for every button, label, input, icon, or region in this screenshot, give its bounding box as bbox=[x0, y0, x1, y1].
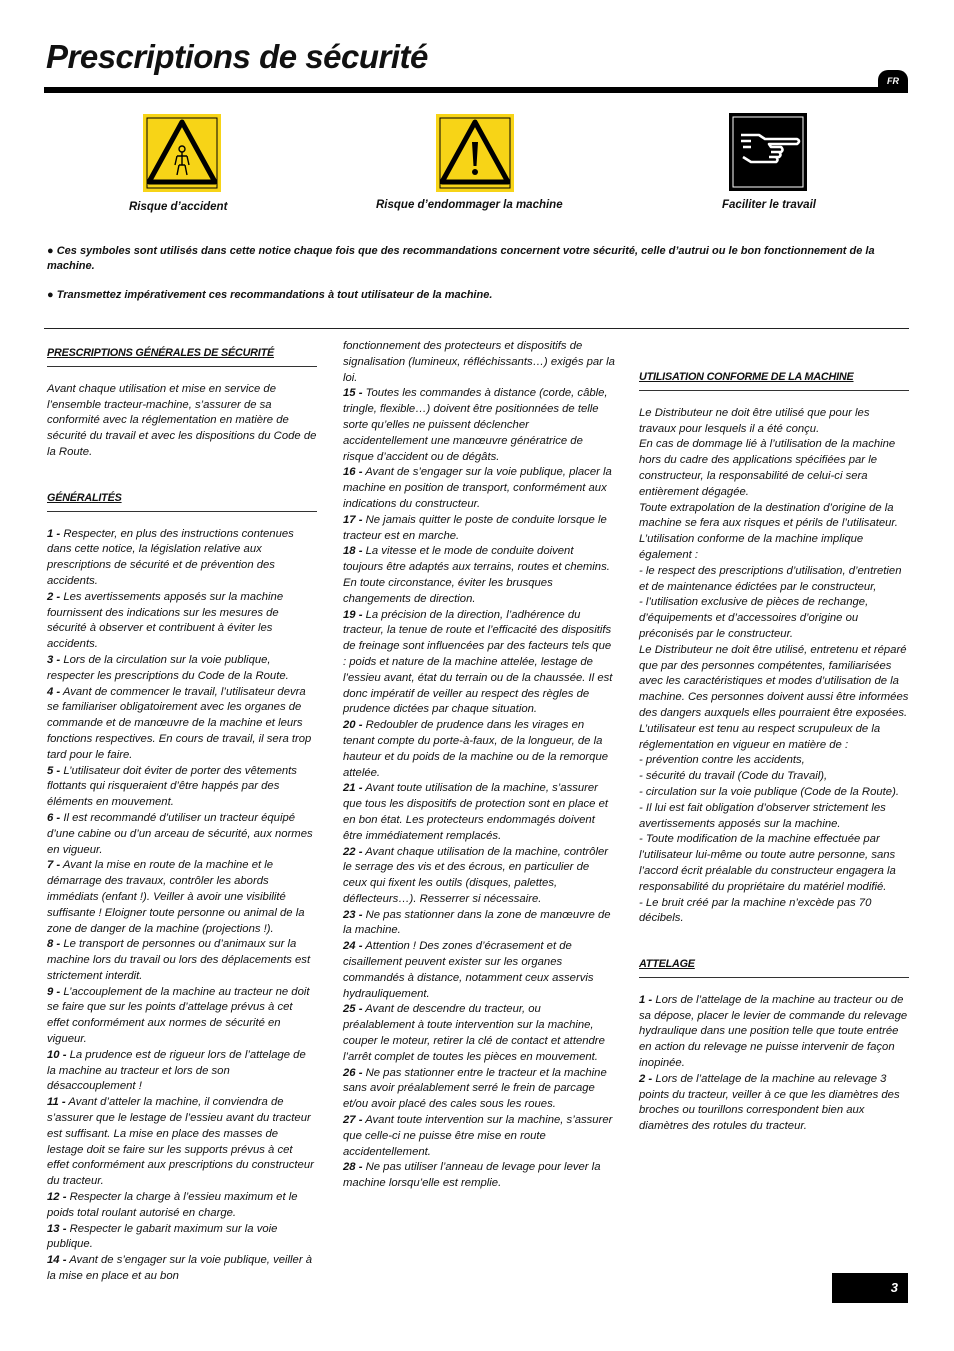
item-number: 11 - bbox=[47, 1096, 66, 1109]
exclamation-warning-icon bbox=[436, 114, 514, 192]
item-text: Avant toute utilisation de la machine, s’assurer que tous les dispositifs de protection sont en place et en bon état. Les protecteurs endommagés doivent être immédiatement remplacés. bbox=[343, 782, 609, 842]
item-number: 10 - bbox=[47, 1048, 67, 1061]
conform-use-text bbox=[639, 406, 909, 927]
paragraph: - Il lui est fait obligation d’observer strictement les avertissements apposés sur la machine. bbox=[639, 801, 886, 830]
list-item bbox=[47, 937, 317, 984]
item-text: Attention ! Des zones d’écrasement et de cisaillement peuvent exister sur les organes commandés à distance, notamment ceux asservis hydrauliquement. bbox=[343, 940, 594, 1000]
item-number: 21 - bbox=[343, 782, 363, 795]
list-item bbox=[47, 653, 317, 685]
list-item bbox=[343, 608, 615, 719]
paragraph: - Le bruit créé par la machine n’excède pas 70 décibels. bbox=[639, 896, 872, 925]
list-item bbox=[343, 781, 615, 844]
item-text: Ne pas stationner dans la zone de manœuvre de la machine. bbox=[343, 908, 611, 937]
paragraph: Le Distributeur ne doit être utilisé, entretenu et réparé que par des personnes compétentes, familiarisées avec les caractéristiques et modes d’utilisation de la machine. Ces personnes doivent aussi être informées des dangers auxquels elles pourraient être exposées. bbox=[639, 643, 909, 719]
list-item bbox=[639, 993, 909, 1072]
item-text: Respecter, en plus des instructions contenues dans cette notice, la législation relative aux prescriptions de sécurité et de prévention des accidents. bbox=[47, 527, 294, 587]
symbol-label-work: Faciliter le travail bbox=[722, 199, 816, 211]
list-item bbox=[47, 1253, 317, 1285]
item-number: 12 - bbox=[47, 1191, 67, 1204]
item-number: 22 - bbox=[343, 845, 363, 858]
item-number: 23 - bbox=[343, 908, 363, 921]
paragraph: L’utilisation conforme de la machine implique également : bbox=[639, 533, 864, 561]
list-item bbox=[343, 465, 615, 512]
list-item bbox=[47, 985, 317, 1048]
person-warning-icon bbox=[143, 114, 221, 192]
language-tab: FR bbox=[878, 70, 908, 92]
list-item bbox=[343, 544, 615, 607]
item-text: La prudence est de rigueur lors de l’attelage de la machine au tracteur et lors de son désaccouplement ! bbox=[47, 1048, 306, 1093]
paragraph: Toute extrapolation de la destination d’origine de la machine se fera aux risques et périls de l’utilisateur. bbox=[639, 501, 898, 530]
paragraph: - le respect des prescriptions d’utilisation, d’entretien et de maintenance édictées par le constructeur, bbox=[639, 564, 902, 593]
list-item bbox=[343, 513, 615, 545]
list-item bbox=[343, 1113, 615, 1160]
item-number: 17 - bbox=[343, 513, 363, 526]
item-text: Avant de s’engager sur la voie publique, placer la machine en position de transport, conformément aux indications du constructeur. bbox=[343, 466, 612, 510]
paragraph: - sécurité du travail (Code du Travail), bbox=[639, 770, 828, 783]
heading-attelage: ATTELAGE bbox=[639, 957, 909, 978]
paragraph: - prévention contre les accidents, bbox=[639, 754, 805, 767]
item-text: Avant de descendre du tracteur, ou préalablement à toute intervention sur la machine, couper le moteur, retirer la clé de contact et attendre l’arrêt complet de toutes les pièces en mouvement. bbox=[343, 1003, 605, 1063]
symbol-label-machine: Risque d’endommager la machine bbox=[376, 199, 563, 211]
item-text: Avant la mise en route de la machine et le démarrage des travaux, contrôler les abords immédiats (enfant !). Veiller à avoir une visibilité suffisante ! Eloigner toute personne ou animal de la zone de danger de la machine (projections !). bbox=[47, 859, 305, 935]
bullet-transmit: ● Transmettez impérativement ces recommandations à tout utilisateur de la machine. bbox=[47, 289, 493, 301]
heading-conform-use: UTILISATION CONFORME DE LA MACHINE bbox=[639, 370, 909, 391]
item-number: 7 - bbox=[47, 859, 61, 872]
item-text: Lors de l’attelage de la machine au tracteur ou de sa dépose, placer le levier de commande du relevage hydraulique dans une position telle que toute entrée en action du relevage ne puisse intervenir de façon inopinée. bbox=[639, 993, 908, 1070]
list-item bbox=[343, 939, 615, 1002]
list-item bbox=[639, 1072, 909, 1135]
item-text: Ne pas stationner entre le tracteur et la machine sans avoir préalablement serré le frein de parcage et/ou avoir placé des cales sous les roues. bbox=[343, 1066, 607, 1111]
list-item bbox=[47, 1095, 317, 1190]
paragraph: - l’utilisation exclusive de pièces de rechange, d’équipements et d’accessoires d’origine ou préconisés par le constructeur. bbox=[639, 596, 869, 640]
paragraph: - circulation sur la voie publique (Code de la Route). bbox=[639, 785, 899, 798]
item-number: 24 - bbox=[343, 940, 363, 953]
paragraph: En cas de dommage lié à l’utilisation de la machine hors du cadre des applications spécifiées par le constructeur, la responsabilité de celui-ci sera entièrement dégagée. bbox=[639, 438, 896, 498]
item-text: Respecter la charge à l’essieu maximum et le poids total roulant autorisé en charge. bbox=[47, 1191, 298, 1219]
paragraph: L’utilisateur est tenu au respect scrupuleux de la réglementation en vigueur en matière de : bbox=[639, 722, 881, 751]
item-number: 1 - bbox=[639, 993, 653, 1006]
item-number: 4 - bbox=[47, 685, 61, 698]
heading-general-safety: PRESCRIPTIONS GÉNÉRALES DE SÉCURITÉ bbox=[47, 346, 317, 367]
item-number: 3 - bbox=[47, 653, 61, 666]
column-2 bbox=[343, 339, 615, 1192]
item-text: Toutes les commandes à distance (corde, câble, tringle, flexible…) doivent être positionnées de telle sorte qu’elles ne puissent déclencher accidentellement une manœuvre génératrice de risque d’accident ou de dégâts. bbox=[343, 387, 608, 463]
paragraph: Le Distributeur ne doit être utilisé que pour les travaux pour lesquels il a été conçu. bbox=[639, 406, 870, 435]
item-text: Avant chaque utilisation de la machine, contrôler le serrage des vis et des écrous, en particulier de ceux qui fixent les outils (disques, palettes, déflecteurs…). Resserrer si nécessaire. bbox=[343, 845, 609, 905]
column-1 bbox=[47, 346, 317, 1285]
list-item bbox=[47, 811, 317, 858]
item-number: 13 - bbox=[47, 1222, 67, 1235]
attelage-list bbox=[639, 993, 909, 1135]
item-number: 14 - bbox=[47, 1254, 67, 1267]
item-text: Respecter le gabarit maximum sur la voie publique. bbox=[47, 1222, 278, 1251]
item-number: 18 - bbox=[343, 545, 363, 558]
item-number: 28 - bbox=[343, 1161, 363, 1174]
item-number: 27 - bbox=[343, 1114, 363, 1127]
item-number: 5 - bbox=[47, 764, 61, 777]
item-number: 1 - bbox=[47, 527, 61, 540]
heading-generalities: GÉNÉRALITÉS bbox=[47, 491, 317, 512]
list-item bbox=[343, 1066, 615, 1113]
item-text: La précision de la direction, l’adhérence du tracteur, la tenue de route et l’efficacité des dispositifs de freinage sont influencées par des facteurs tels que : poids et nature de la machine attelée, lestage de l’essieu avant, état du terrain ou de la chaussée. Il est donc impératif de veiller au respect des règles de prudence dictées par chaque situation. bbox=[343, 608, 613, 716]
item-text: Le transport de personnes ou d’animaux sur la machine lors du travail ou lors des déplacements est strictement interdit. bbox=[47, 938, 311, 982]
item-text: L’accouplement de la machine au tracteur ne doit se faire que sur les points d’attelage prévus à cet effet conformément aux normes de sécurité en vigueur. bbox=[47, 985, 310, 1046]
list-item bbox=[47, 527, 317, 590]
item-number: 19 - bbox=[343, 608, 363, 621]
pointing-hand-icon bbox=[729, 113, 807, 191]
item-number: 16 - bbox=[343, 466, 363, 479]
page-title: Prescriptions de sécurité bbox=[46, 38, 428, 75]
list-item bbox=[343, 1160, 615, 1192]
item-text: Lors de la circulation sur la voie publique, respecter les prescriptions du Code de la Route. bbox=[47, 653, 289, 682]
symbol-label-accident: Risque d’accident bbox=[129, 201, 228, 213]
item-number: 2 - bbox=[639, 1072, 653, 1085]
safety-rules-list bbox=[343, 386, 615, 1192]
list-item bbox=[343, 845, 615, 908]
list-item bbox=[47, 1048, 317, 1095]
item-number: 8 - bbox=[47, 938, 61, 951]
item-number: 26 - bbox=[343, 1066, 363, 1079]
item-number: 15 - bbox=[343, 387, 363, 400]
list-item bbox=[343, 718, 615, 781]
item-text: Il est recommandé d’utiliser un tracteur équipé d’une cabine ou d’un arceau de sécurité, aux normes en vigueur. bbox=[47, 811, 313, 856]
title-rule bbox=[44, 87, 908, 93]
list-item bbox=[47, 1222, 317, 1254]
item-text: L’utilisateur doit éviter de porter des vêtements flottants qui risqueraient d’être happés par des éléments en mouvement. bbox=[47, 764, 297, 809]
item-text: La vitesse et le mode de conduite doivent toujours être adaptés aux terrains, routes et chemins. En toute circonstance, éviter les brusques changements de direction. bbox=[343, 545, 610, 605]
bullet-symbols-usage: ● Ces symboles sont utilisés dans cette notice chaque fois que des recommandations concernent votre sécurité, celle d’autrui ou le bon fonctionnement de la machine. bbox=[47, 245, 875, 272]
item-number: 25 - bbox=[343, 1003, 363, 1016]
item-text: Lors de l’attelage de la machine au relevage 3 points du tracteur, veiller à ce que les diamètres des broches ou tourillons correspondent bien aux diamètres des rotules du tracteur. bbox=[639, 1072, 900, 1133]
paragraph: - Toute modification de la machine effectuée par l’utilisateur lui-même ou toute autre personne, sans l’accord écrit préalable du constructeur engagera la responsabilité du propriétaire du matériel modifié. bbox=[639, 833, 896, 893]
item-number: 9 - bbox=[47, 985, 61, 998]
item-text: Les avertissements apposés sur la machine fournissent des indications sur les mesures de sécurité à observer et contribuent à éviter les accidents. bbox=[47, 590, 284, 651]
list-item bbox=[47, 764, 317, 811]
item-text: Ne jamais quitter le poste de conduite lorsque le tracteur est en marche. bbox=[343, 513, 607, 542]
list-item bbox=[47, 1190, 317, 1222]
column-3 bbox=[639, 370, 909, 1135]
list-item bbox=[47, 590, 317, 653]
item-number: 20 - bbox=[343, 719, 363, 732]
page-number: 3 bbox=[832, 1273, 908, 1303]
list-item bbox=[343, 1002, 615, 1065]
item-number: 2 - bbox=[47, 590, 61, 603]
item-text: Ne pas utiliser l’anneau de levage pour lever la machine lorsqu’elle est remplie. bbox=[343, 1161, 601, 1190]
intro-paragraph: Avant chaque utilisation et mise en service de l’ensemble tracteur-machine, s’assurer de sa conformité avec la réglementation en matière de sécurité du travail et avec les dispositions du Code de la Route. bbox=[47, 382, 317, 458]
list-item bbox=[47, 685, 317, 764]
item-text: Avant de s’engager sur la voie publique, veiller à la mise en place et au bon bbox=[47, 1254, 313, 1283]
generalities-list bbox=[47, 527, 317, 1285]
item-text: Avant de commencer le travail, l’utilisateur devra se familiariser obligatoirement avec les organes de commande et de manœuvre de la machine et leurs fonctions respectives. En cours de travail, il sera trop tard pour le faire. bbox=[47, 685, 312, 761]
list-item bbox=[343, 908, 615, 940]
section-divider bbox=[44, 328, 909, 329]
item-text: Avant toute intervention sur la machine, s’assurer que celle-ci ne puisse être mise en route accidentellement. bbox=[343, 1114, 613, 1158]
list-item bbox=[47, 858, 317, 937]
item-text: Redoubler de prudence dans les virages en tenant compte du porte-à-faux, de la longueur, de la hauteur et du poids de la machine ou de la remorque attelée. bbox=[343, 719, 609, 779]
list-item bbox=[343, 386, 615, 465]
item-number: 6 - bbox=[47, 811, 61, 824]
continued-paragraph: fonctionnement des protecteurs et dispositifs de signalisation (lumineux, réfléchissants…) exigés par la loi. bbox=[343, 340, 615, 384]
item-text: Avant d’atteler la machine, il conviendra de s’assurer que le lestage de l’essieu avant du tracteur est suffisant. La mise en place des masses de lestage doit se faire sur les supports prévus à cet effet conformément aux prescriptions du constructeur du tracteur. bbox=[47, 1096, 314, 1188]
